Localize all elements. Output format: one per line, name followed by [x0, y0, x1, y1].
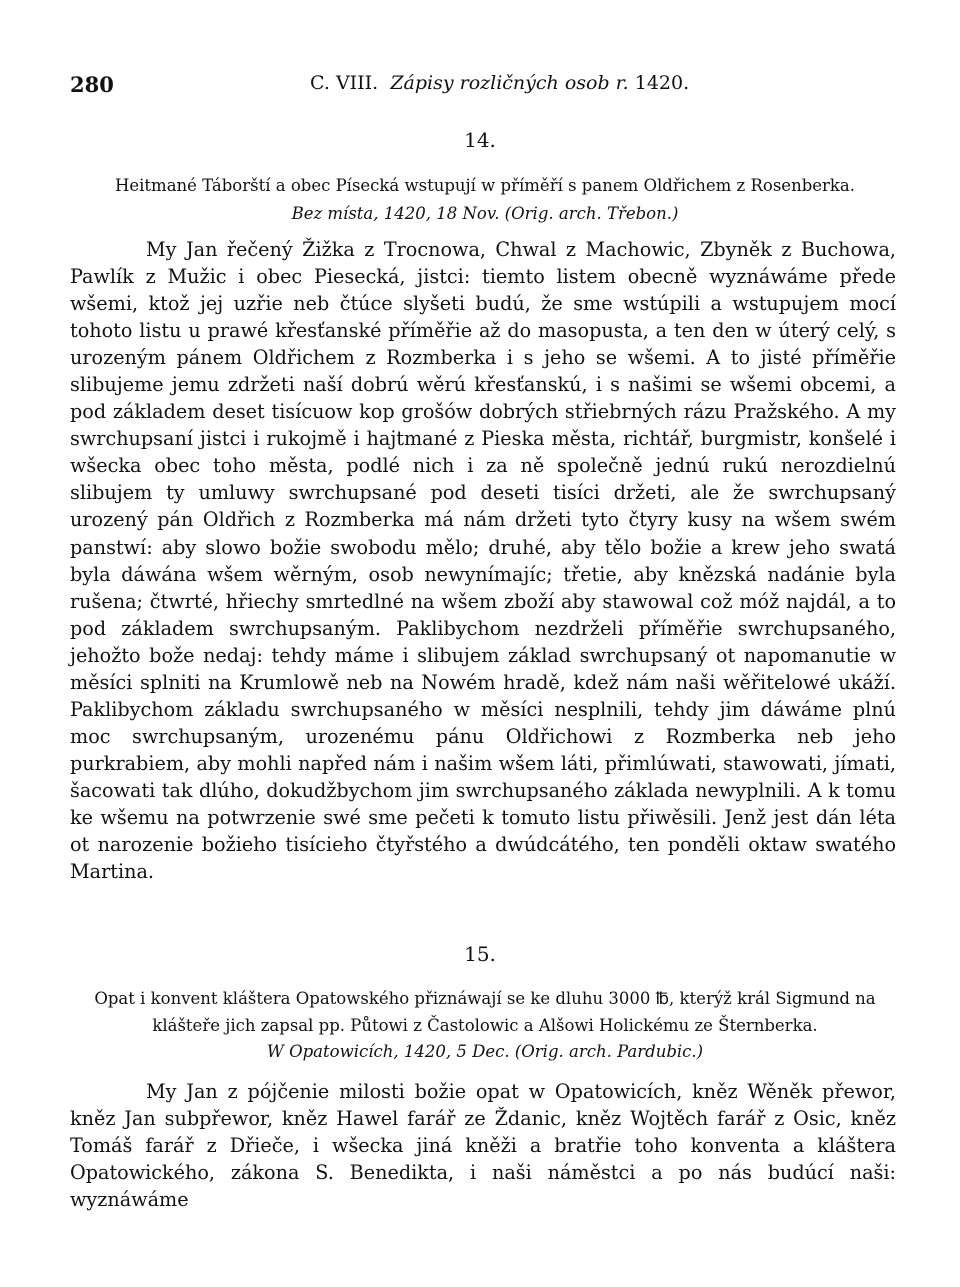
header-year: 1420. [634, 72, 690, 94]
chapter-label: C. VIII. [310, 72, 379, 94]
running-head [70, 72, 890, 104]
document-dateline: Bez místa, 1420, 18 Nov. (Orig. arch. Třebon.) [291, 204, 679, 223]
document-text [70, 1078, 896, 1213]
document-dateline: W Opatowicích, 1420, 5 Dec. (Orig. arch. Pardubic.) [266, 1042, 704, 1061]
running-title [310, 72, 689, 94]
document-text-content: My Jan z pójčenie milosti božie opat w Opatowicích, kněz Wěněk přewor, kněz Jan subpřewor, kněz Hawel farář ze Ždanic, kněz Wojtěch farář z Osic, kněz Tomáš farář z Dřieče, i wšecka jiná kněži a bratřie toho konventa a kláštera Opatowického, zákona S. Benedikta, i naši náměstci a po nás budúcí naši: wyznáwáme [70, 1080, 896, 1212]
document-number: 14. [464, 128, 496, 152]
document-number: 15. [464, 942, 496, 966]
section-title: Zápisy rozličných osob r. [390, 72, 629, 94]
document-text [70, 236, 896, 885]
document-regest: Opat i konvent kláštera Opatowského přiznáwají se ke dluhu 3000 ℔, kterýž král Sigmund na klášteře jich zapsal pp. Půtowi z Častolowic a Alšowi Holickému ze Šternberka. [94, 989, 876, 1035]
document-regest: Heitmané Táborští a obec Písecká wstupují w příměří s panem Oldřichem z Rosenberka. [115, 176, 855, 195]
document-text-content: My Jan řečený Žižka z Trocnowa, Chwal z Machowic, Zbyněk z Buchowa, Pawlík z Mužic i obec Piesecká, jistci: tiemto listem obecně wyznáwáme přede wšemi, ktož jej uzřie neb čtúce slyšeti budú, že sme wstúpili a wstupujem mocí tohoto listu u prawé křesťanské příměřie až do masopusta, a ten den w úterý celý, s urozeným pánem Oldřichem z Rozmberka i s jeho se wšemi. A to jisté příměřie slibujeme jemu zdržeti naší dobrú wěrú křesťanskú, i s našimi se wšemi obcemi, a pod základem deset tisícuow kop grošów dobrých střiebrných rázu Pražského. A my swrchupsaní jistci i rukojmě i hajtmané z Pieska města, richtář, burgmistr, konšelé i wšecka obec toho města, podlé nich i za ně společně jednú rukú nerozdielnú slibujem ty umluwy swrchupsané pod deseti tisíci držeti, ale že swrchupsaný urozený pán Oldřich z Rozmberka má nám držeti tyto čtyry kusy na wšem swém panstwí: aby slowo božie swobodu mělo; druhé, aby tělo božie a krew jeho swatá byla dáwána wšem wěrným, osob newynímajíc; třetie, aby knězská nadánie byla rušena; čtwrté, hřiechy smrtedlné na wšem zboží aby stawowal což móž najdál, a to pod základem swrchupsaným. Paklibychom nezdrželi příměřie swrchupsaného, jehožto bože nedaj: tehdy máme i slibujem základ swrchupsaný ot napomanutie w měsíci splniti na Krumlowě neb na Nowém hradě, kdež nám naši wěřitelowé ukáží. Paklibychom základu swrchupsaného w měsíci nesplnili, tehdy jim dáwáme plnú moc swrchupsaným, urozenému pánu Oldřichowi z Rozmberka neb jeho purkrabiem, aby mohli napřed nám i našim wšem láti, přimlúwati, stawowati, jímati, šacowati tak dlúho, dokudžbychom jim swrchupsaného základa newyplnili. A k tomu ke wšemu na potwrzenie swé sme pečeti k tomuto listu přiwěsili. Jenž jest dán léta ot narozenie božieho tisícieho čtyřstého a dwúdcátého, ten ponděli oktaw swatého Martina. [70, 238, 896, 884]
page-number: 280 [70, 72, 114, 97]
